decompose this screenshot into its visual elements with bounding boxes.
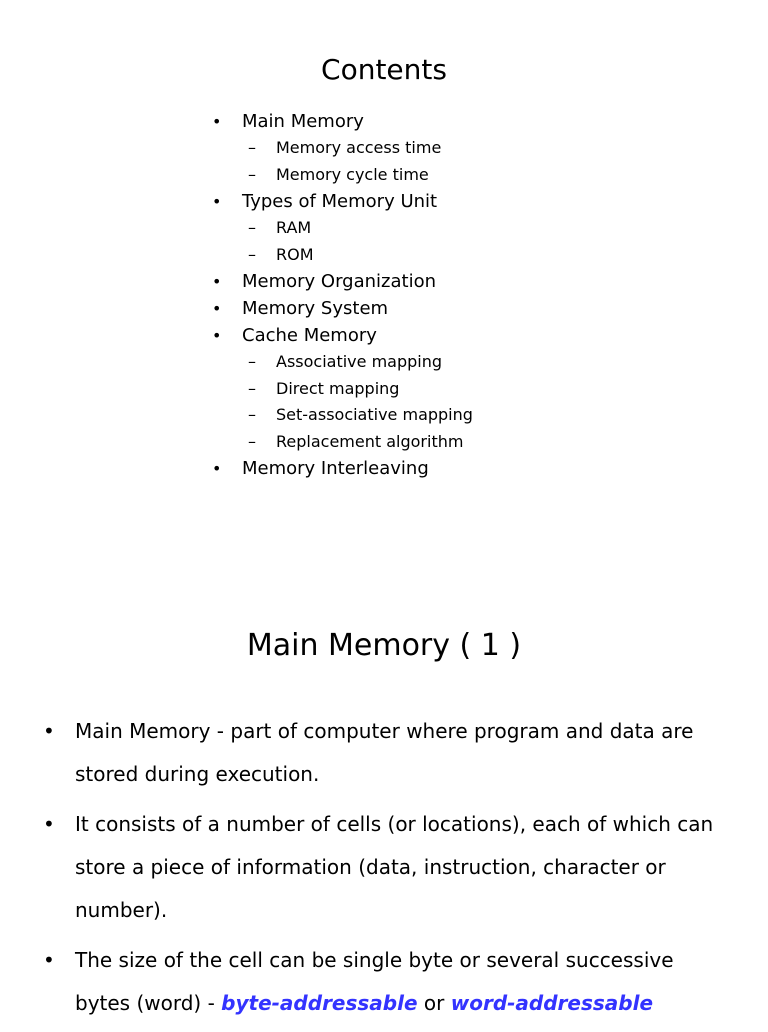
contents-item (212, 322, 473, 455)
dash-glyph: – (248, 218, 256, 237)
main-memory-title: Main Memory ( 1 ) (246, 628, 522, 663)
body-bullet-2 (40, 803, 730, 932)
contents-subitem-label: Memory cycle time (276, 164, 429, 184)
contents-subitem (242, 402, 473, 429)
dash-glyph: – (248, 405, 256, 424)
body-bullet-text: It consists of a number of cells (or locations), each of which can store a piece of information (data, instruction, character or number). (75, 812, 714, 922)
contents-item (212, 455, 473, 482)
contents-item (212, 268, 473, 295)
body-bullet-text: Main Memory - part of computer where program and data are stored during execution. (75, 719, 694, 786)
contents-item (212, 108, 473, 188)
term-word-addressable: word-addressable (450, 991, 654, 1015)
contents-sublist (242, 215, 473, 268)
contents-title: Contents (321, 53, 447, 86)
bullet-glyph: • (212, 272, 222, 291)
contents-subitem-label: ROM (276, 244, 314, 264)
contents-subitem-label: RAM (276, 218, 312, 237)
contents-sublist (242, 135, 473, 188)
contents-item (212, 295, 473, 322)
contents-subitem-label: Direct mapping (276, 378, 400, 398)
contents-item-label: Memory Interleaving (242, 458, 429, 479)
contents-sublist (242, 349, 473, 455)
main-memory-slide (0, 600, 768, 1024)
contents-subitem-label: Replacement algorithm (276, 431, 464, 451)
contents-subitem (242, 162, 473, 189)
contents-item-label: Types of Memory Unit (242, 191, 438, 212)
contents-subitem (242, 135, 473, 162)
bullet-glyph: • (43, 719, 55, 743)
body-bullet-text: The size of the cell can be single byte or several successive bytes (word) - (75, 948, 674, 1015)
contents-subitem-label: Memory access time (276, 138, 442, 157)
bullet-glyph: • (212, 326, 222, 345)
contents-subitem (242, 429, 473, 456)
main-memory-bullets (40, 710, 730, 1032)
contents-item-label: Memory System (242, 298, 389, 319)
bullet-glyph: • (43, 812, 55, 836)
dash-glyph: – (248, 378, 256, 398)
body-bullet-3 (40, 939, 730, 1025)
bullet-glyph: • (212, 459, 222, 478)
contents-subitem (242, 242, 473, 269)
contents-subitem-label: Associative mapping (276, 352, 443, 371)
body-bullet-1 (40, 710, 730, 796)
contents-item-label: Main Memory (242, 111, 364, 132)
term-connector: or (417, 991, 451, 1015)
bullet-glyph: • (212, 112, 222, 131)
contents-item-label: Cache Memory (242, 325, 377, 346)
contents-subitem (242, 376, 473, 403)
contents-subitem-label: Set-associative mapping (276, 405, 473, 424)
bullet-glyph: • (43, 948, 55, 972)
dash-glyph: – (248, 431, 256, 451)
contents-item-label: Memory Organization (242, 271, 437, 292)
bullet-glyph: • (212, 192, 222, 211)
dash-glyph: – (248, 244, 256, 264)
dash-glyph: – (248, 164, 256, 184)
bullet-glyph: • (212, 299, 222, 318)
contents-item (212, 188, 473, 268)
contents-subitem (242, 349, 473, 376)
dash-glyph: – (248, 138, 256, 157)
contents-list (212, 108, 473, 482)
dash-glyph: – (248, 352, 256, 371)
term-byte-addressable: byte-addressable (221, 991, 418, 1015)
contents-subitem (242, 215, 473, 242)
